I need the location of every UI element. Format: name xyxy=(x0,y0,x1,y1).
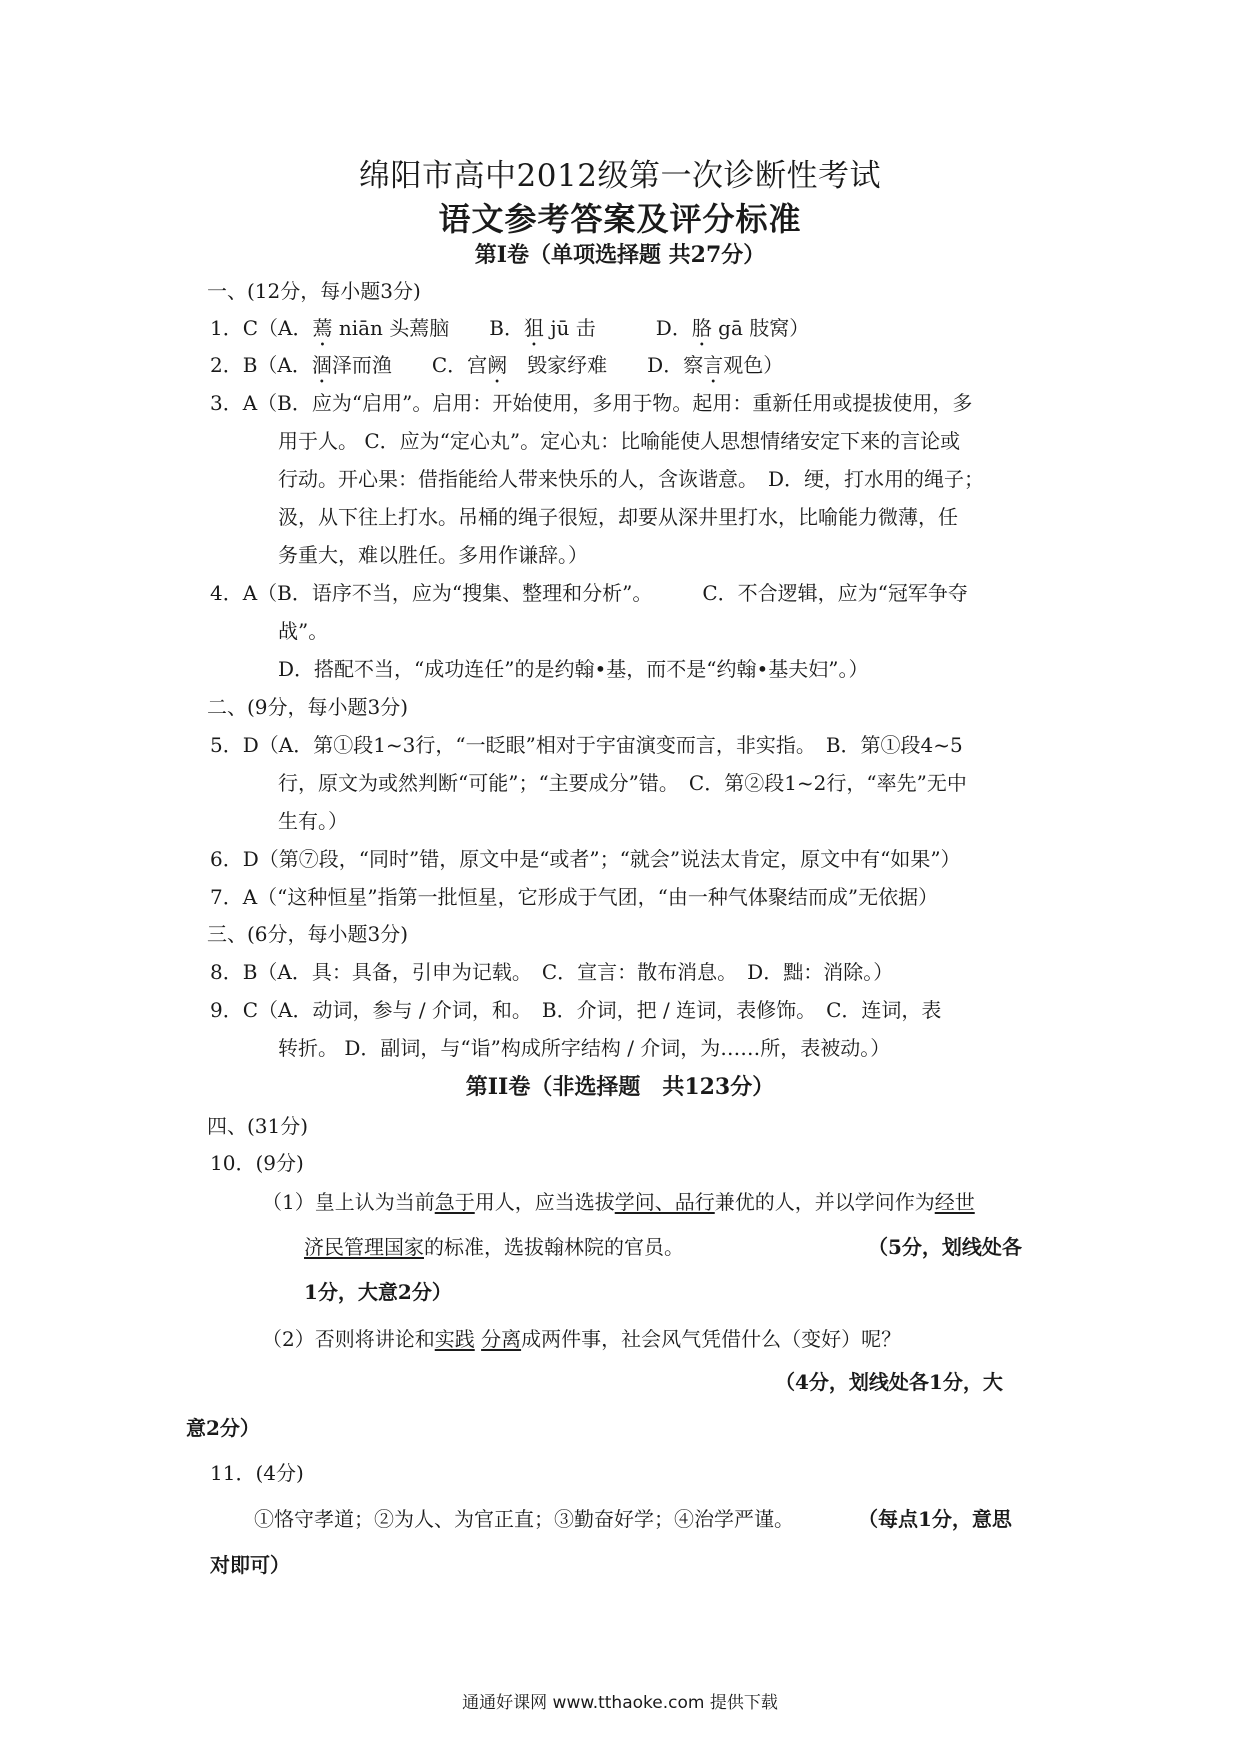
q10-s1-key-2: 学问、品行 xyxy=(614,1190,715,1214)
q10-s2-key-1: 实践 xyxy=(434,1327,475,1351)
q10-s2-mid: 成两件事，社会风气凭借什么（变好）呢？ xyxy=(521,1327,902,1351)
q10-s2-prefix: （2）否则将讲论和 xyxy=(262,1327,435,1351)
q1-dotted-char-1: 蔫 xyxy=(312,316,333,340)
q2-text-a: 2．B（A． xyxy=(210,353,312,377)
q1-text-g: gā 肢窝） xyxy=(711,316,810,340)
answer-q2 xyxy=(210,351,783,388)
q10-s1-score-cont: 1分，大意2分） xyxy=(304,1280,452,1304)
q2-dotted-char-3: 言 xyxy=(703,353,724,377)
answer-q5-line: 生有。） xyxy=(278,809,348,833)
answer-q5-line: 行，原文为或然判断“可能”；“主要成分”错。 C．第②段1~2行，“率先”无中 xyxy=(278,771,967,795)
answer-q4-line: 4．A（B．语序不当，应为“搜集、整理和分析”。 C．不合逻辑，应为“冠军争夺 xyxy=(210,581,968,605)
q10-s1-key-4: 济民管理国家 xyxy=(304,1235,424,1259)
q11-answer: ①恪守孝道；②为人、为官正直；③勤奋好学；④治学严谨。 xyxy=(254,1507,794,1531)
q2-text-g: 观色） xyxy=(723,353,784,377)
q1-dotted-char-3: 胳 xyxy=(691,316,712,340)
q11-label: 11．(4分) xyxy=(210,1461,304,1485)
q10-s1-mid-1: 用人，应当选拔 xyxy=(474,1190,615,1214)
q1-text-c: niān 头蔫脑 B． xyxy=(332,316,524,340)
q2-text-e: 毁家纾难 D．察 xyxy=(507,353,704,377)
answer-q3-line: 务重大，难以胜任。多用作谦辞。） xyxy=(278,543,588,567)
part2-heading: 二、(9分，每小题3分) xyxy=(207,695,409,719)
q2-dotted-char-2: 阙 xyxy=(487,353,508,377)
answer-q8: 8．B（A．具：具备，引申为记载。 C．宣言：散布消息。 D．黜：消除。） xyxy=(210,960,894,984)
answer-q6: 6．D（第⑦段，“同时”错，原文中是“或者”；“就会”说法太肯定，原文中有“如果”） xyxy=(210,847,961,871)
part4-heading: 四、(31分) xyxy=(207,1114,309,1138)
answer-q9-line: 转折。 D．副词，与“诣”构成所字结构 / 介词，为……所，表被动。） xyxy=(278,1036,891,1060)
section-1-heading: 第Ⅰ卷（单项选择题 共27分） xyxy=(474,242,766,268)
answer-q4-line: D．搭配不当，“成功连任”的是约翰•基，而不是“约翰•基夫妇”。） xyxy=(278,657,869,681)
page-title: 绵阳市高中2012级第一次诊断性考试 xyxy=(359,158,881,194)
answer-q3-line: 行动。开心果：借指能给人带来快乐的人，含诙谐意。 D．绠，打水用的绳子； xyxy=(278,467,985,491)
answer-q3-line: 汲，从下往上打水。吊桶的绳子很短，却要从深井里打水，比喻能力微薄，任 xyxy=(278,505,958,529)
answer-q4-line: 战”。 xyxy=(278,619,329,643)
q2-text-c: 泽而渔 C．宫 xyxy=(331,353,488,377)
answer-q1 xyxy=(210,314,809,351)
q1-dotted-char-2: 狙 xyxy=(523,316,544,340)
q10-sentence1-line2 xyxy=(304,1233,684,1261)
q10-s2-score: （4分，划线处各1分，大 xyxy=(775,1370,1003,1394)
q10-sentence1-line1 xyxy=(262,1188,975,1216)
q10-label: 10．(9分) xyxy=(210,1151,304,1175)
q10-sentence2 xyxy=(262,1325,901,1353)
q2-dotted-char-1: 涸 xyxy=(311,353,332,377)
answer-q7: 7．A（“这种恒星”指第一批恒星，它形成于气团，“由一种气体聚结而成”无依据） xyxy=(210,885,939,909)
footer-source: 通通好课网 www.tthaoke.com 提供下载 xyxy=(462,1693,778,1713)
q10-s1-prefix: （1）皇上认为当前 xyxy=(262,1190,435,1214)
page-subtitle: 语文参考答案及评分标准 xyxy=(438,200,802,238)
q10-s1-key-1: 急于 xyxy=(434,1190,475,1214)
answer-q3-line: 用于人。 C．应为“定心丸”。定心丸：比喻能使人思想情绪安定下来的言论或 xyxy=(278,429,961,453)
q10-s2-key-2: 分离 xyxy=(481,1327,522,1351)
q10-s1-mid-2: 兼优的人，并以学问作为 xyxy=(714,1190,935,1214)
answer-q3-line: 3．A（B．应为“启用”。启用：开始使用，多用于物。起用：重新任用或提拔使用，多 xyxy=(210,391,973,415)
q11-score: （每点1分，意思 xyxy=(858,1507,1012,1531)
answer-q9-line: 9．C（A．动词，参与 / 介词，和。 B．介词，把 / 连词，表修饰。 C．连词，表 xyxy=(210,998,942,1022)
q1-text-e: jū 击 D． xyxy=(543,316,692,340)
section-2-heading: 第II卷（非选择题 共123分） xyxy=(465,1074,775,1100)
q10-s1-score: （5分，划线处各 xyxy=(868,1235,1022,1259)
q10-s1-mid-3: 的标准，选拔翰林院的官员。 xyxy=(424,1235,684,1259)
answer-q5-line: 5．D（A．第①段1~3行，“一眨眼”相对于宇宙演变而言，非实指。 B．第①段4~5 xyxy=(210,733,963,757)
part3-heading: 三、(6分，每小题3分) xyxy=(207,922,409,946)
q11-score-cont: 对即可） xyxy=(210,1553,290,1577)
q1-text-a: 1．C（A． xyxy=(210,316,313,340)
q10-s1-key-3: 经世 xyxy=(934,1190,975,1214)
q10-s2-score-cont: 意2分） xyxy=(186,1416,260,1440)
part1-heading: 一、(12分，每小题3分) xyxy=(207,279,421,303)
